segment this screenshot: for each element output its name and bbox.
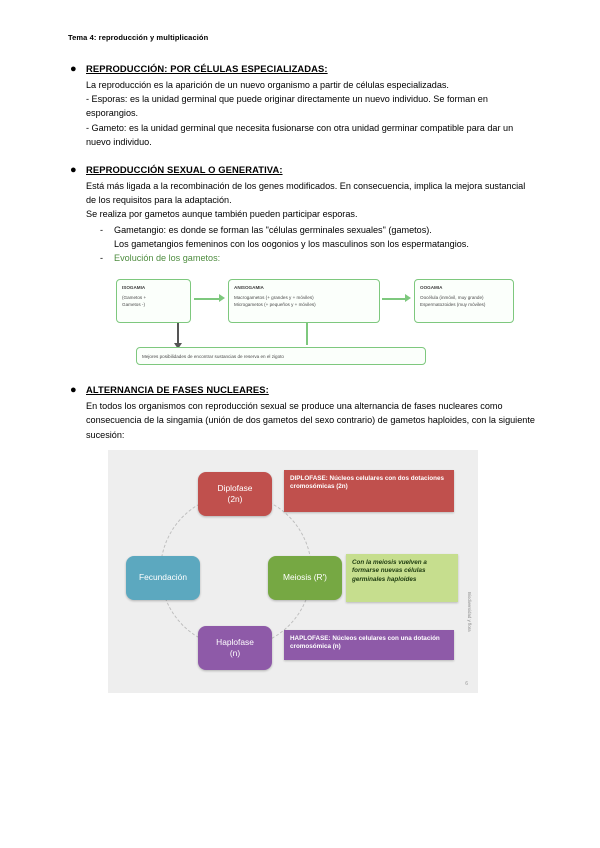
figure-node-sublabel: (2n) — [227, 493, 243, 504]
paragraph: En todos los organismos con reproducción sexual se produce una alternancia de fases nucleares como consecuencia de la singamia (unión de dos gametos del sexo contrario) de gametos haploides, con la siguiente sucesión: — [86, 401, 535, 440]
figure-box-anisogamia — [228, 279, 380, 323]
figure-box-oogamia — [414, 279, 514, 323]
figure-evolucion-gametos — [116, 271, 516, 367]
paragraph: - Gameto: es la unidad germinal que necesita fusionarse con otra unidad germinar compatible para dar un nuevo individuo. — [86, 122, 514, 147]
figure-box-line: Microgametos (+ pequeños y + móviles) — [234, 302, 316, 308]
figure-box-isogamia — [116, 279, 191, 323]
figure-alternancia-fases — [108, 450, 478, 693]
document-body — [68, 62, 536, 703]
figure-arrowhead-icon — [405, 294, 411, 302]
paragraph: Está más ligada a la recombinación de los genes modificados. En consecuencia, implica la mejora sustancial de los requisitos para la adaptación. — [86, 181, 526, 206]
figure-page-number: 6 — [465, 680, 468, 687]
figure-node-meiosis — [268, 556, 342, 600]
figure-box-title: OOGAMIA — [420, 285, 443, 291]
section-title: ALTERNANCIA DE FASES NUCLEARES: — [86, 384, 269, 396]
sub-item-text: Gametangio: es donde se forman las "células germinales sexuales" (gametos). — [114, 224, 432, 235]
figure-node-sublabel: (n) — [229, 647, 241, 658]
document-header: Tema 4: reproducción y multiplicación — [68, 33, 209, 42]
figure-box-line: Espermatozoides (muy móviles) — [420, 302, 486, 308]
figure-callout-meiosis: Con la meiosis vuelven a formarse nuevas células germinales haploides — [346, 554, 458, 602]
figure-arrow — [177, 323, 179, 345]
figure-node-label: Meiosis (R') — [283, 572, 327, 583]
figure-callout-diplofase: DIPLOFASE: Núcleos celulares con dos dotaciones cromosómicas (2n) — [284, 470, 454, 512]
figure-arrow — [306, 323, 308, 345]
sub-item-text: Los gametangios femeninos con los oogonios y los masculinos son los espermatangios. — [114, 238, 469, 249]
sub-item — [100, 223, 536, 237]
figure-box-title: ANISOGAMIA — [234, 285, 264, 291]
bullet-icon: ● — [70, 63, 77, 75]
figure-note-text: Mejores posibilidades de encontrar sustancias de reserva en el zigoto — [142, 353, 284, 359]
figure-node-label: Fecundación — [139, 572, 187, 583]
section-reproduccion-sexual — [68, 163, 536, 367]
section-title: REPRODUCCIÓN SEXUAL O GENERATIVA: — [86, 164, 283, 176]
figure-credit: Biodiversidad y flora — [467, 591, 472, 632]
section-reproduccion — [68, 62, 536, 149]
section-title: REPRODUCCIÓN: POR CÉLULAS ESPECIALIZADAS: — [86, 63, 328, 74]
bullet-icon: ● — [70, 164, 77, 177]
dash-marker: - — [100, 253, 104, 264]
figure-box-line: Oocélula (inmóvil, muy grande) — [420, 295, 484, 301]
paragraph: - Esporas: es la unidad germinal que puede originar directamente un nuevo individuo. Se forman en esporangios. — [86, 94, 488, 119]
dash-marker: - — [100, 224, 104, 235]
sub-item — [100, 237, 536, 251]
section-heading-row — [68, 383, 536, 397]
sub-item — [100, 251, 536, 265]
figure-box-line: Macrogametos (+ grandes y + móviles) — [234, 295, 314, 301]
figure-arrow — [382, 298, 406, 300]
paragraph: La reproducción es la aparición de un nuevo organismo a partir de células especializadas. — [86, 80, 449, 90]
section-alternancia — [68, 383, 536, 693]
figure-box-title: ISOGAMIA — [122, 285, 146, 291]
figure-arrowhead-icon — [219, 294, 225, 302]
figure-node-label: Haplofase — [216, 636, 254, 647]
paragraph: Se realiza por gametos aunque también pueden participar esporas. — [86, 209, 358, 220]
figure-node-fecundacion — [126, 556, 200, 600]
bullet-icon: ● — [70, 384, 77, 397]
sub-item-text: Evolución de los gametos: — [114, 253, 221, 264]
figure-box-line: Gametos -) — [122, 302, 145, 308]
section-heading-row — [68, 163, 536, 177]
figure-box-nota — [136, 347, 426, 365]
figure-box-line: (Gametos + — [122, 295, 147, 301]
figure-node-label: Diplofase — [217, 482, 253, 493]
section-heading-row — [68, 62, 536, 76]
figure-node-haplofase — [198, 626, 272, 670]
figure-callout-haplofase: HAPLOFASE: Núcleos celulares con una dotación cromosómica (n) — [284, 630, 454, 660]
figure-arrow — [194, 298, 220, 300]
figure-node-diplofase — [198, 472, 272, 516]
